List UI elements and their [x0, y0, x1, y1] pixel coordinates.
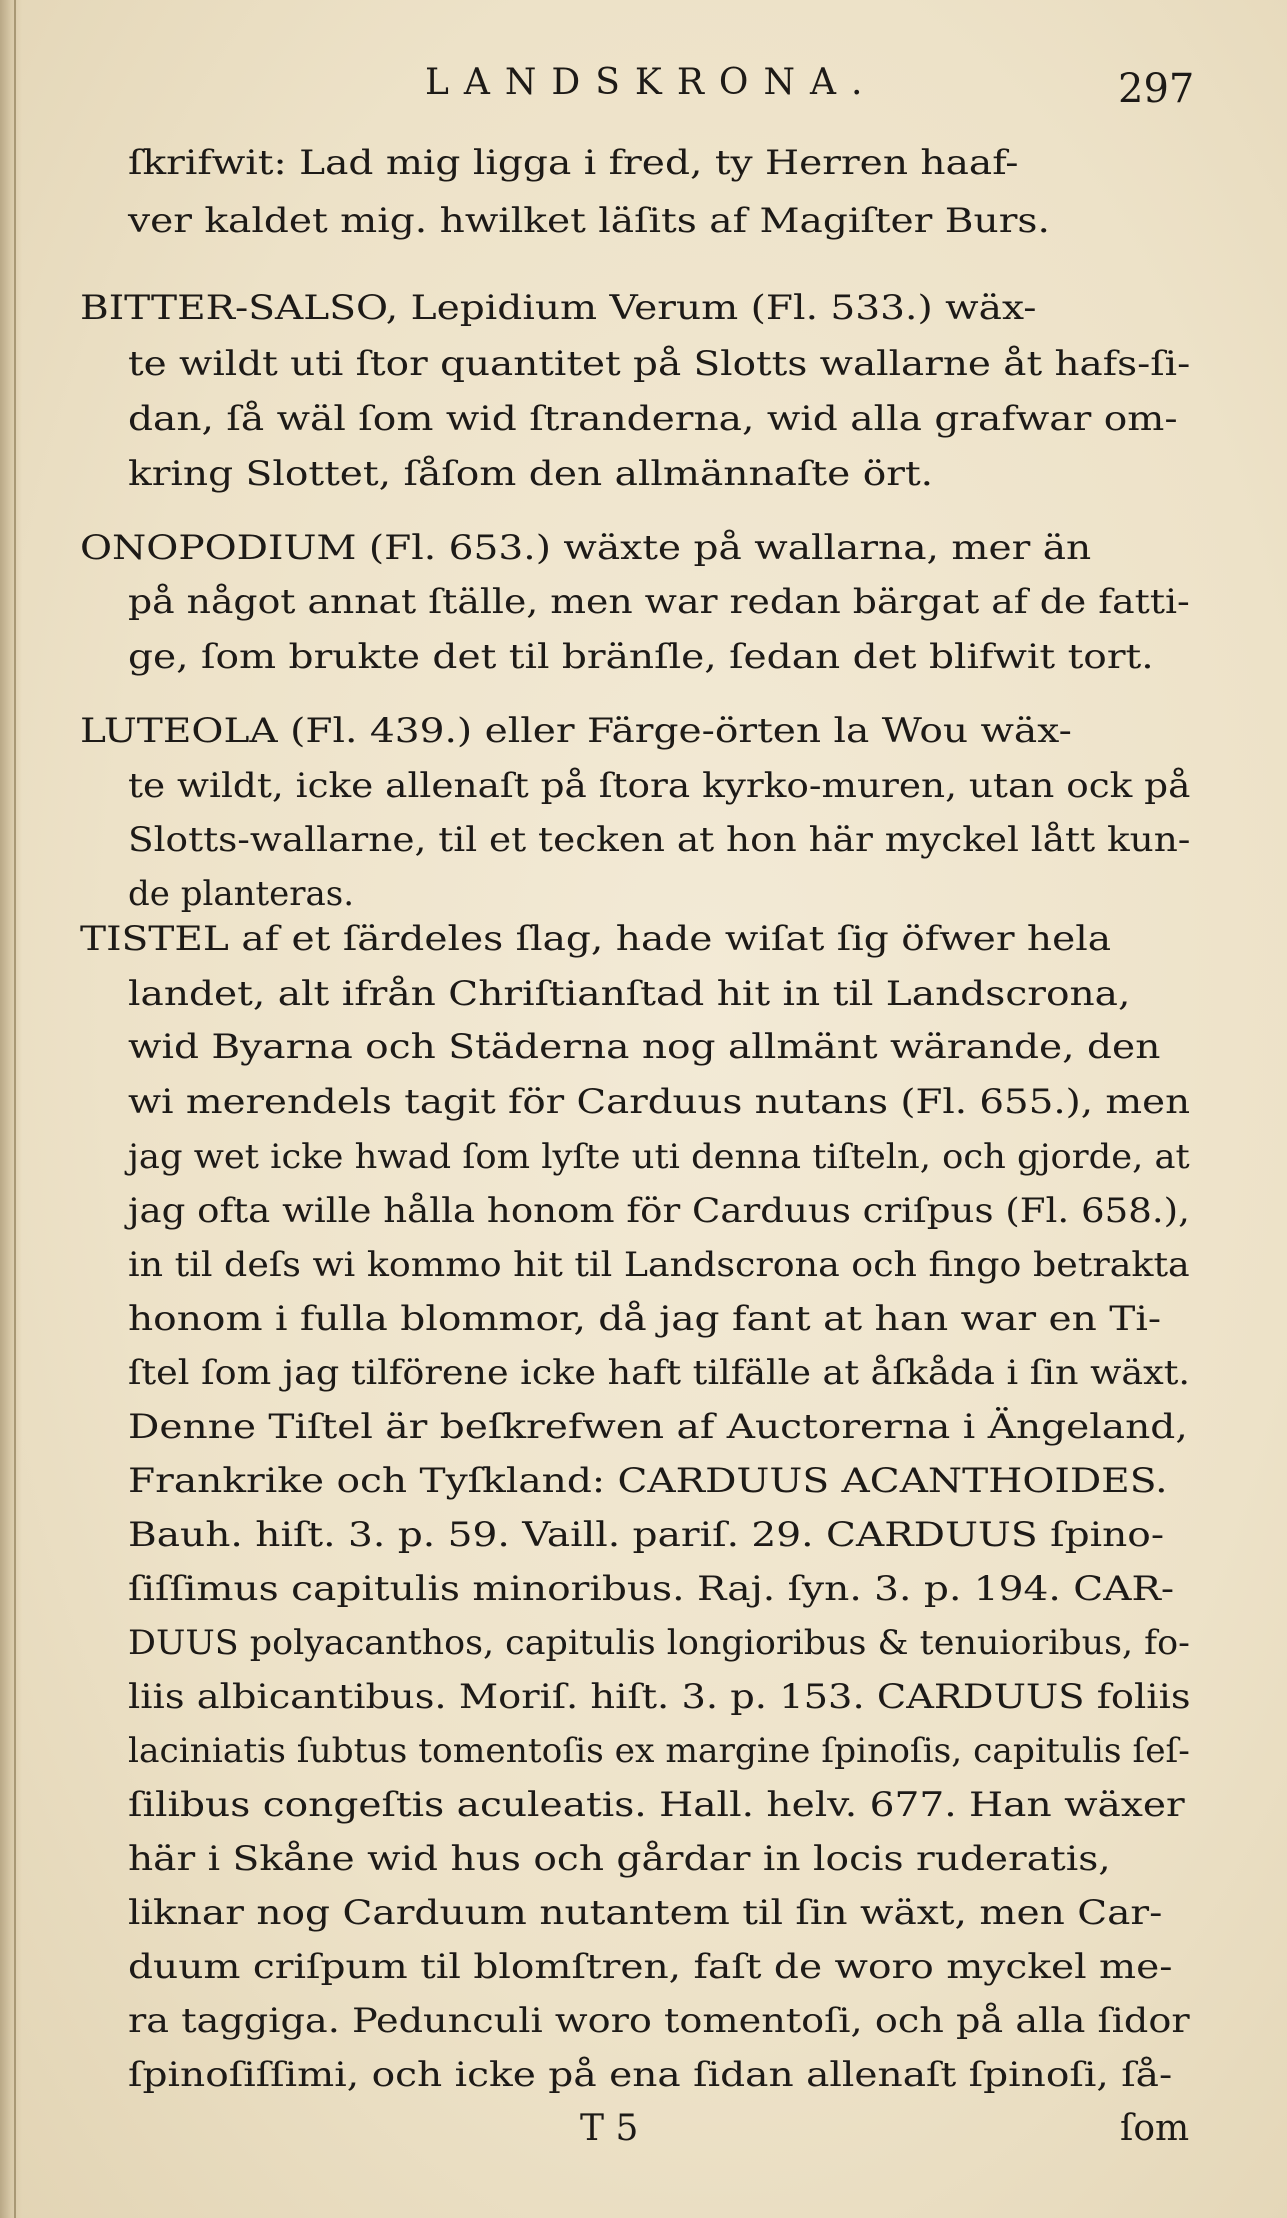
- text-line: kring Slottet, ſåſom den allmännaſte ört.: [128, 454, 934, 494]
- text-line: laciniatis ſubtus tomentoſis ex margine ſpinoſis, capitulis ſeſ-: [128, 1731, 1190, 1771]
- page-number: 297: [1118, 66, 1195, 112]
- text-line: BITTER-SALSO, Lepidium Verum (Fl. 533.) wäx-: [80, 288, 1037, 328]
- text-line: wid Byarna och Städerna nog allmänt wärande, den: [128, 1027, 1161, 1067]
- text-line: landet, alt ifrån Chriſtianſtad hit in til Landscrona,: [128, 974, 1131, 1014]
- text-line: ſpinoſiſſimi, och icke på ena ſidan allenaſt ſpinoſi, ſå-: [128, 2055, 1173, 2095]
- text-line: ſiſſimus capitulis minoribus. Raj. ſyn. 3. p. 194. CAR-: [128, 1569, 1175, 1609]
- text-line: de planteras.: [128, 874, 355, 914]
- text-line: liknar nog Carduum nutantem til ſin wäxt, men Car-: [128, 1893, 1163, 1933]
- text-line: Bauh. hiſt. 3. p. 59. Vaill. pariſ. 29. CARDUUS ſpino-: [128, 1515, 1165, 1555]
- text-line: ge, ſom brukte det til bränſle, ſedan det blifwit tort.: [128, 637, 1154, 677]
- running-head: LANDSKRONA.: [425, 62, 878, 103]
- text-line: på något annat ſtälle, men war redan bärgat af de fatti-: [128, 582, 1190, 622]
- text-line: liis albicantibus. Moriſ. hiſt. 3. p. 153. CARDUUS foliis: [128, 1677, 1191, 1717]
- text-line: LUTEOLA (Fl. 439.) eller Färge-örten la Wou wäx-: [80, 711, 1072, 751]
- text-line: TISTEL af et ſärdeles ſlag, hade wiſat ſig öfwer hela: [80, 919, 1112, 959]
- text-line: ONOPODIUM (Fl. 653.) wäxte på wallarna, mer än: [80, 528, 1092, 568]
- text-line: wi merendels tagit för Carduus nutans (Fl. 655.), men: [128, 1082, 1191, 1122]
- text-line: te wildt uti ſtor quantitet på Slotts wallarne åt hafs-ſi-: [128, 344, 1191, 384]
- text-line: jag wet icke hwad ſom lyſte uti denna tiſteln, och gjorde, at: [128, 1137, 1190, 1177]
- text-line: honom i fulla blommor, då jag fant at han war en Ti-: [128, 1299, 1162, 1339]
- text-line: te wildt, icke allenaſt på ſtora kyrko-muren, utan ock på: [128, 766, 1191, 806]
- text-line: DUUS polyacanthos, capitulis longioribus & tenuioribus, fo-: [128, 1623, 1190, 1663]
- text-line: in til deſs wi kommo hit til Landscrona och fingo betrakta: [128, 1245, 1190, 1285]
- text-line: ſtel ſom jag tilförene icke haft tilfälle at åſkåda i ſin wäxt.: [128, 1353, 1190, 1393]
- catchword: ſom: [1120, 2108, 1190, 2149]
- text-line: dan, ſå wäl ſom wid ſtranderna, wid alla grafwar om-: [128, 399, 1178, 439]
- text-line: jag ofta wille hålla honom för Carduus criſpus (Fl. 658.),: [128, 1191, 1190, 1231]
- text-line: Denne Tiſtel är beſkrefwen af Auctorerna i Ängeland,: [128, 1407, 1188, 1447]
- text-line: ſkrifwit: Lad mig ligga i fred, ty Herren haaf-: [128, 143, 1019, 183]
- text-line: ver kaldet mig. hwilket läſits af Magiſter Burs.: [128, 201, 1050, 241]
- text-line: Frankrike och Tyſkland: CARDUUS ACANTHOIDES.: [128, 1461, 1168, 1501]
- text-line: Slotts-wallarne, til et tecken at hon här myckel lått kun-: [128, 820, 1191, 860]
- signature-mark: T 5: [580, 2108, 639, 2149]
- text-line: duum criſpum til blomſtren, faſt de woro myckel me-: [128, 1947, 1173, 1987]
- text-line: ra taggiga. Pedunculi woro tomentoſi, och på alla ſidor: [128, 2001, 1190, 2041]
- text-line: ſilibus congeſtis aculeatis. Hall. helv. 677. Han wäxer: [128, 1785, 1185, 1825]
- text-line: här i Skåne wid hus och gårdar in locis ruderatis,: [128, 1839, 1111, 1879]
